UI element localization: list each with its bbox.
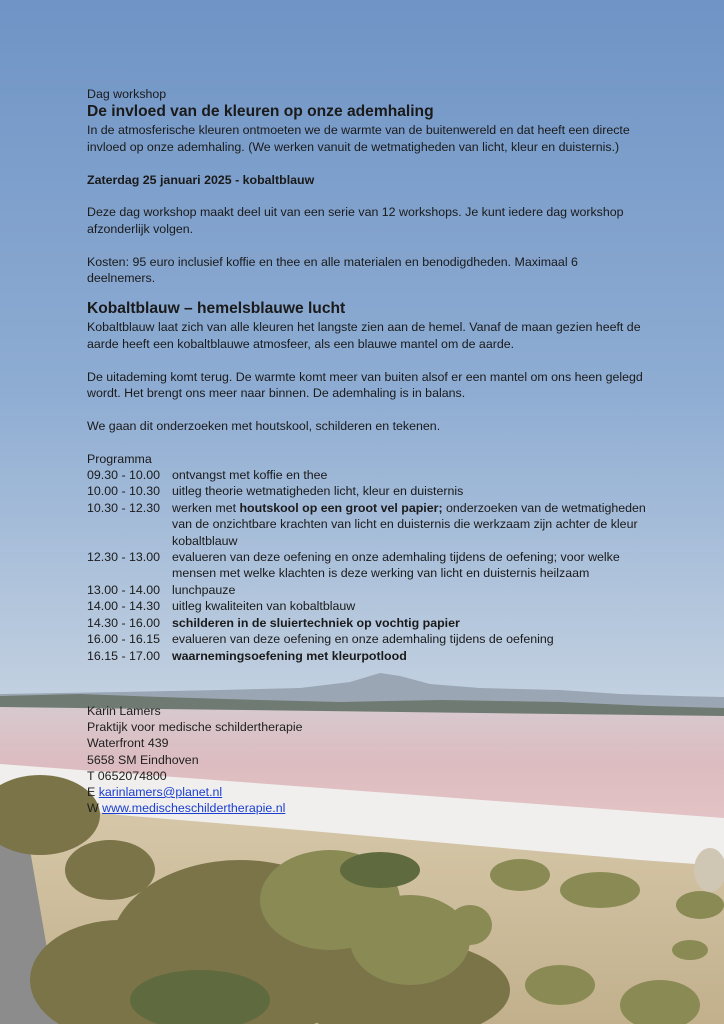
workshop-title: De invloed van de kleuren op onze ademhaling — [87, 103, 434, 121]
programma-activity: uitleg kwaliteiten van kobaltblauw — [172, 599, 356, 614]
section-paragraph-2: De uitademing komt terug. De warmte komt meer van buiten alsof er een mantel om ons heen gelegd wordt. Het brengt ons meer naar binnen. De ademhaling is in balans. — [87, 369, 643, 401]
programma-activity: werken met houtskool op een groot vel papier; onderzoeken van de wetmatigheden van de onzichtbare krachten van licht en duisternis die werkzaam zijn achter de kleur kobaltblauw — [172, 500, 646, 548]
contact-block — [87, 703, 303, 816]
website-link[interactable]: www.medischeschildertherapie.nl — [102, 801, 286, 816]
programma-time: 12.30 - 13.00 — [87, 550, 161, 565]
contact-email-line: E karinlamers@planet.nl — [87, 785, 223, 800]
email-link[interactable]: karinlamers@planet.nl — [98, 785, 223, 800]
workshop-intro: In de atmosferische kleuren ontmoeten we de warmte van de buitenwereld en dat heeft een directe invloed op onze ademhaling. (We werken vanuit de wetmatigheden van licht, kleur en duisternis.) — [87, 123, 630, 154]
programma-activity: lunchpauze — [172, 582, 236, 597]
programma-activity: waarnemingsoefening met kleurpotlood — [172, 648, 407, 663]
workshop-costs: Kosten: 95 euro inclusief koffie en thee en alle materialen en benodigdheden. Maximaal 6 deelnemers. — [87, 254, 578, 286]
programma-activity: uitleg theorie wetmatigheden licht, kleur en duisternis — [172, 484, 464, 499]
workshop-label: Dag workshop — [87, 87, 167, 101]
programma-activity: ontvangst met koffie en thee — [172, 468, 328, 483]
contact-practice: Praktijk voor medische schildertherapie — [87, 720, 303, 735]
section-paragraph-1: Kobaltblauw laat zich van alle kleuren het langste zien aan de hemel. Vanaf de maan gezien heeft de aarde heeft een kobaltblauwe atmosfeer, als een blauwe mantel om de aarde. — [87, 320, 641, 351]
programma-activity: evalueren van deze oefening en onze ademhaling tijdens de oefening — [172, 632, 554, 647]
workshop-flyer — [87, 86, 647, 664]
programma-time: 14.00 - 14.30 — [87, 599, 161, 614]
contact-phone: T 0652074800 — [87, 768, 167, 783]
programma-time: 13.00 - 14.00 — [87, 582, 161, 597]
programma-activity: schilderen in de sluiertechniek op vochtig papier — [172, 615, 460, 630]
programma-list — [87, 467, 647, 664]
workshop-series-text: Deze dag workshop maakt deel uit van een serie van 12 workshops. Je kunt iedere dag workshop afzonderlijk volgen. — [87, 205, 624, 236]
contact-web-line: W www.medischeschildertherapie.nl — [87, 801, 286, 816]
contact-street: Waterfront 439 — [87, 736, 169, 751]
programma-time: 10.30 - 12.30 — [87, 500, 161, 515]
programma-time: 09.30 - 10.00 — [87, 468, 161, 483]
section-paragraph-3: We gaan dit onderzoeken met houtskool, schilderen en tekenen. — [87, 418, 441, 433]
programma-time: 14.30 - 16.00 — [87, 615, 161, 630]
programma-time: 16.15 - 17.00 — [87, 648, 161, 663]
workshop-date: Zaterdag 25 januari 2025 - kobaltblauw — [87, 172, 315, 187]
programma-activity: evalueren van deze oefening en onze ademhaling tijdens de oefening; voor welke mensen met welke klachten is deze werking van licht en duisternis heilzaam — [172, 550, 620, 581]
section-title: Kobaltblauw – hemelsblauwe lucht — [87, 300, 346, 318]
programma-time: 16.00 - 16.15 — [87, 632, 161, 647]
contact-city: 5658 SM Eindhoven — [87, 752, 199, 767]
programma-title: Programma — [87, 451, 152, 466]
programma-time: 10.00 - 10.30 — [87, 484, 161, 499]
contact-name: Karin Lamers — [87, 704, 161, 718]
